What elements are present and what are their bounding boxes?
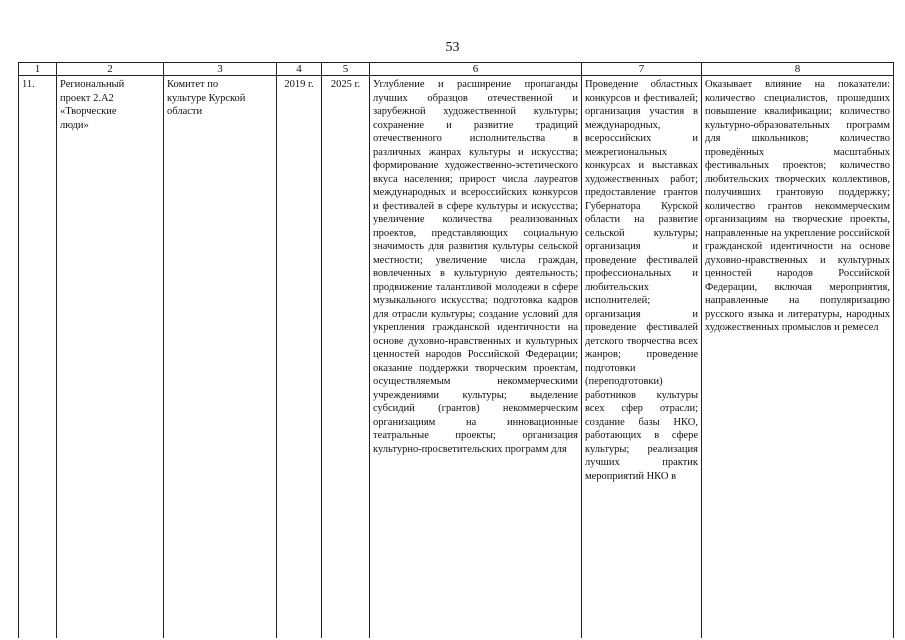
end-year-cell: 2025 г. — [322, 76, 370, 639]
executor-cell: Комитет по культуре Курской области — [164, 76, 277, 639]
column-number: 7 — [582, 63, 702, 76]
column-number: 2 — [57, 63, 164, 76]
column-number: 4 — [277, 63, 322, 76]
table-row — [19, 76, 894, 639]
column-number-row — [19, 63, 894, 76]
main-measures-cell: Проведение областных конкурсов и фестивалей; организация участия в международных, всероссийских и межрегиональных конкурсах и выставках художественных работ; предоставление грантов Губернатора Курской области на развитие сельской культуры; организация и проведение фестивалей профессиональных и любительских исполнителей; организация и проведение фестивалей детского творчества всех жанров; проведение подготовки (переподготовки) работников культуры всех сфер отрасли; создание базы НКО, работающих в сфере культуры; реализация лучших практик мероприятий НКО в — [582, 76, 702, 639]
program-table — [18, 62, 894, 638]
column-number: 8 — [702, 63, 894, 76]
column-number: 6 — [370, 63, 582, 76]
column-number: 3 — [164, 63, 277, 76]
column-number: 1 — [19, 63, 57, 76]
start-year-cell: 2019 г. — [277, 76, 322, 639]
row-number: 11. — [19, 76, 57, 639]
expected-results-cell: Углубление и расширение пропаганды лучших образцов отечественной и зарубежной художественной культуры; сохранение и развитие традиций отечественного исполнительства в различных жанрах культуры и искусства; формирование художественно-эстетического вкуса населения; прирост числа лауреатов международных и всероссийских конкурсов и фестивалей в сфере культуры и искусства; увеличение количества реализованных проектов, представляющих социальную значимость для развития культуры сельской местности; увеличение числа граждан, вовлеченных в культурную деятельность; продвижение талантливой молодежи в сфере музыкального искусства; подготовка кадров для отрасли культуры; создание условий для укрепления гражданской идентичности на основе духовно-нравственных и культурных ценностей народов Российской Федерации; оказание поддержки творческим проектам, осуществляемым некоммерческими учреждениями культуры; выделение субсидий (грантов) некоммерческим организациям на инновационные театральные проекты; организация культурно-просветительских программ для — [370, 76, 582, 639]
indicator-influence-cell: Оказывает влияние на показатели: количество специалистов, прошедших повышение квалификации; количество культурно-образовательных программ для школьников; количество проведённых масштабных фестивальных проектов; количество любительских творческих коллективов, получивших грантовую поддержку; количество грантов некоммерческим организациям на творческие проекты, направленные на укрепление российской гражданской идентичности на основе духовно-нравственных и культурных ценностей народов Российской Федерации, включая мероприятия, направленные на популяризацию русского языка и литературы, народных художественных промыслов и ремесел — [702, 76, 894, 639]
page-number: 53 — [445, 40, 460, 55]
column-number: 5 — [322, 63, 370, 76]
project-name-cell: Региональный проект 2.А2 «Творческие люди» — [57, 76, 164, 639]
